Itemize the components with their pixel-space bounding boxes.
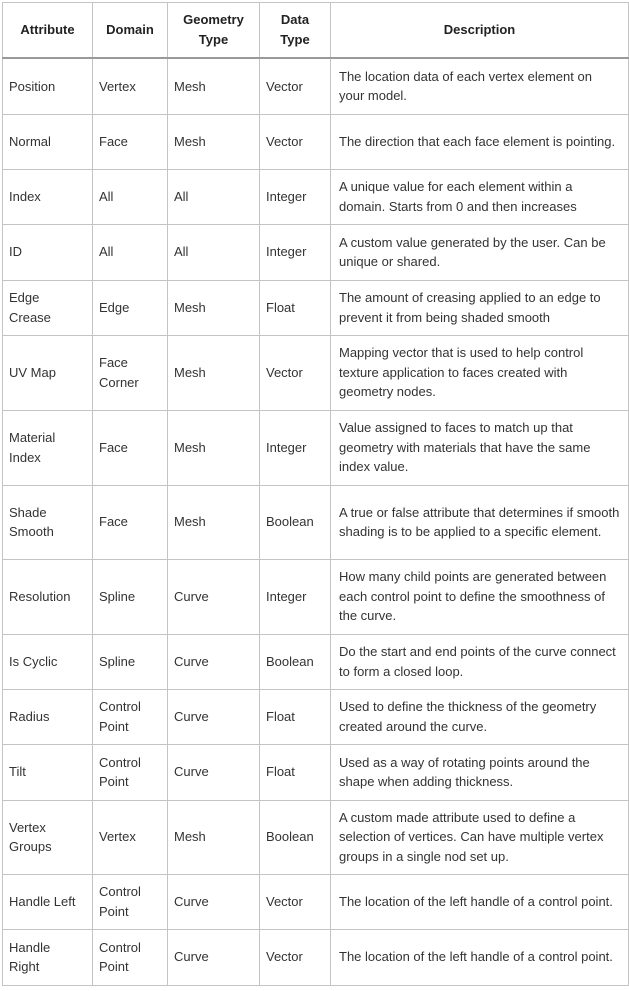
header-data-type: Data Type <box>260 3 331 59</box>
cell-geometry-type: Mesh <box>168 335 260 410</box>
cell-description: Used to define the thickness of the geometry created around the curve. <box>331 689 629 744</box>
cell-geometry-type: All <box>168 224 260 280</box>
cell-geometry-type: Curve <box>168 744 260 800</box>
cell-data-type: Boolean <box>260 634 331 689</box>
table-row <box>3 485 629 559</box>
cell-geometry-type: Curve <box>168 929 260 985</box>
header-row <box>3 3 629 59</box>
cell-domain: Control Point <box>93 689 168 744</box>
cell-data-type: Integer <box>260 224 331 280</box>
table-row <box>3 410 629 485</box>
cell-geometry-type: Mesh <box>168 58 260 114</box>
cell-attribute: Radius <box>3 689 93 744</box>
table-row <box>3 169 629 224</box>
cell-attribute: Material Index <box>3 410 93 485</box>
table-row <box>3 335 629 410</box>
cell-data-type: Vector <box>260 335 331 410</box>
cell-geometry-type: Mesh <box>168 410 260 485</box>
cell-description: Mapping vector that is used to help control texture application to faces created with geometry nodes. <box>331 335 629 410</box>
header-geometry-type: Geometry Type <box>168 3 260 59</box>
cell-data-type: Boolean <box>260 800 331 874</box>
cell-domain: Spline <box>93 559 168 634</box>
cell-description: Value assigned to faces to match up that geometry with materials that have the same index value. <box>331 410 629 485</box>
table-row <box>3 559 629 634</box>
cell-description: A custom value generated by the user. Can be unique or shared. <box>331 224 629 280</box>
cell-description: The amount of creasing applied to an edge to prevent it from being shaded smooth <box>331 280 629 335</box>
cell-domain: All <box>93 224 168 280</box>
cell-domain: Control Point <box>93 874 168 929</box>
table-row <box>3 224 629 280</box>
cell-data-type: Vector <box>260 114 331 169</box>
cell-description: The direction that each face element is pointing. <box>331 114 629 169</box>
cell-description: A true or false attribute that determines if smooth shading is to be applied to a specific element. <box>331 485 629 559</box>
cell-domain: Edge <box>93 280 168 335</box>
cell-geometry-type: Mesh <box>168 280 260 335</box>
table-row <box>3 689 629 744</box>
cell-data-type: Integer <box>260 169 331 224</box>
cell-attribute: Shade Smooth <box>3 485 93 559</box>
cell-domain: Spline <box>93 634 168 689</box>
cell-attribute: Index <box>3 169 93 224</box>
cell-geometry-type: Curve <box>168 689 260 744</box>
cell-data-type: Vector <box>260 58 331 114</box>
cell-domain: Face Corner <box>93 335 168 410</box>
header-attribute: Attribute <box>3 3 93 59</box>
table-row <box>3 634 629 689</box>
cell-attribute: Is Cyclic <box>3 634 93 689</box>
cell-attribute: UV Map <box>3 335 93 410</box>
cell-domain: All <box>93 169 168 224</box>
table-row <box>3 800 629 874</box>
cell-domain: Vertex <box>93 800 168 874</box>
cell-description: A unique value for each element within a domain. Starts from 0 and then increases <box>331 169 629 224</box>
cell-geometry-type: Mesh <box>168 485 260 559</box>
table-row <box>3 58 629 114</box>
cell-attribute: Tilt <box>3 744 93 800</box>
cell-domain: Face <box>93 410 168 485</box>
cell-attribute: Vertex Groups <box>3 800 93 874</box>
cell-description: A custom made attribute used to define a selection of vertices. Can have multiple vertex groups in a single nod set up. <box>331 800 629 874</box>
cell-geometry-type: Curve <box>168 874 260 929</box>
table-row <box>3 114 629 169</box>
cell-data-type: Boolean <box>260 485 331 559</box>
cell-attribute: Handle Left <box>3 874 93 929</box>
cell-data-type: Integer <box>260 559 331 634</box>
cell-geometry-type: Mesh <box>168 800 260 874</box>
table-row <box>3 929 629 985</box>
cell-attribute: Position <box>3 58 93 114</box>
cell-domain: Face <box>93 114 168 169</box>
cell-description: Used as a way of rotating points around the shape when adding thickness. <box>331 744 629 800</box>
cell-domain: Control Point <box>93 929 168 985</box>
cell-description: Do the start and end points of the curve connect to form a closed loop. <box>331 634 629 689</box>
attributes-table <box>2 2 629 986</box>
cell-data-type: Vector <box>260 929 331 985</box>
cell-description: The location data of each vertex element on your model. <box>331 58 629 114</box>
cell-description: The location of the left handle of a control point. <box>331 874 629 929</box>
cell-description: The location of the left handle of a control point. <box>331 929 629 985</box>
cell-attribute: Normal <box>3 114 93 169</box>
cell-data-type: Float <box>260 744 331 800</box>
cell-attribute: Resolution <box>3 559 93 634</box>
cell-domain: Control Point <box>93 744 168 800</box>
cell-geometry-type: Curve <box>168 559 260 634</box>
cell-description: How many child points are generated between each control point to define the smoothness of the curve. <box>331 559 629 634</box>
cell-geometry-type: Curve <box>168 634 260 689</box>
header-domain: Domain <box>93 3 168 59</box>
table-row <box>3 744 629 800</box>
cell-data-type: Float <box>260 280 331 335</box>
table-row <box>3 280 629 335</box>
cell-data-type: Integer <box>260 410 331 485</box>
header-description: Description <box>331 3 629 59</box>
cell-geometry-type: Mesh <box>168 114 260 169</box>
cell-attribute: ID <box>3 224 93 280</box>
cell-data-type: Float <box>260 689 331 744</box>
table-row <box>3 874 629 929</box>
cell-data-type: Vector <box>260 874 331 929</box>
cell-domain: Vertex <box>93 58 168 114</box>
cell-attribute: Edge Crease <box>3 280 93 335</box>
cell-domain: Face <box>93 485 168 559</box>
cell-attribute: Handle Right <box>3 929 93 985</box>
cell-geometry-type: All <box>168 169 260 224</box>
